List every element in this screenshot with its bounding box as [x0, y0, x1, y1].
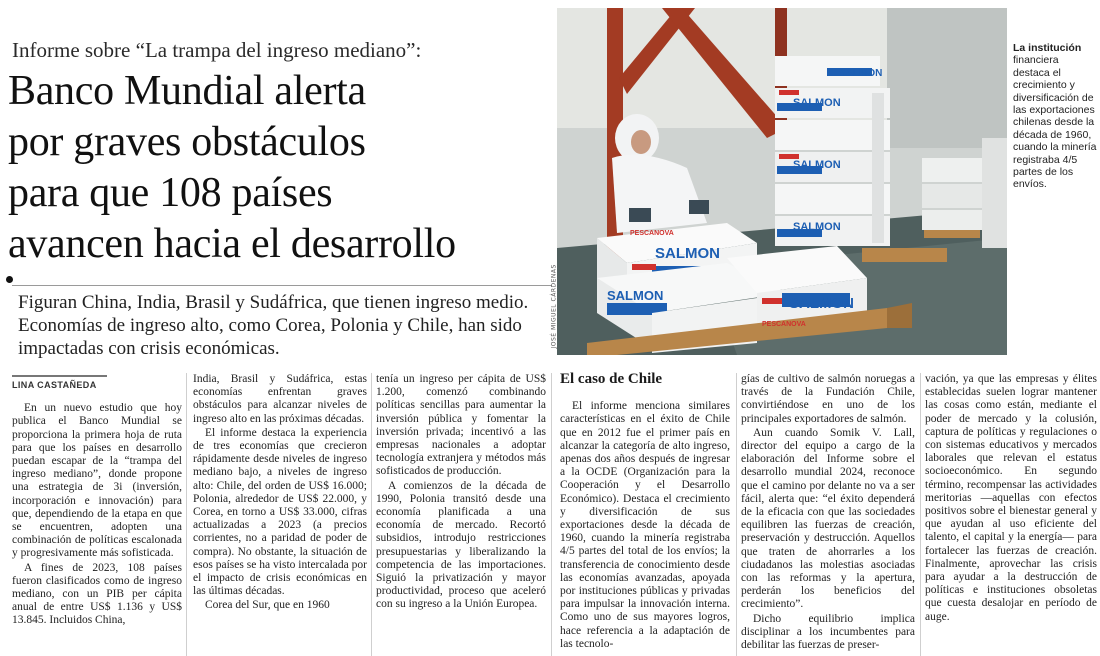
- article-column-2: [193, 373, 367, 614]
- paragraph: En un nuevo estudio que hoy publica el Banco Mundial se proporciona la primera hoja de ruta para que los países en desarrollo puedan escapar de la “trampa del ingreso mediano”, donde propone una estrategia de 3i (inversión, incorporación e innovación) para que, dependiendo de la etapa en que se encuentren, adopten una combinación de políticas escalonada y progresivamente más sofisticada.: [12, 402, 182, 560]
- paragraph: Aun cuando Somik V. Lall, director del equipo a cargo de la elaboración del Informe sobre el desarrollo mundial 2024, reconoce que el camino por delante no va a ser fácil, alerta que: “el éxito dependerá de la eficacia con que las sociedades equilibren las fuerzas de creación, preservación y destrucción. Aquellos que traten de ahorrarles a los ciudadanos las molestias asociadas con las reformas y la apertura, perderán los beneficios del crecimiento”.: [741, 426, 915, 611]
- article-column-5: [741, 373, 915, 653]
- paragraph: gías de cultivo de salmón noruegas a través de la Fundación Chile, convirtiéndose en uno de los principales exportadores de salmón.: [741, 373, 915, 425]
- photo-credit-text: JOSÉ MIGUEL CÁRDENAS: [550, 264, 558, 349]
- headline-line: por graves obstáculos: [8, 119, 366, 165]
- paragraph: vación, ya que las empresas y élites establecidas suelen lograr mantener las cosas como están, mediante el poder de mercado y la colusión, captura de políticas y regulaciones o con sistemas educativos y mercados laborales que relevan el estatus socioeconómico. En segundo término, recompensar las actividades meritorias —aquellas con efectos positivos sobre el bienestar general y que ayudan al uso eficiente del talento, el capital y la energía— para fortalecer las fuerzas de creación. Finalmente, aprovechar las crisis para ayudar a la destrucción de políticas e instituciones obsoletas que cuesta desalojar en período de auge.: [925, 373, 1097, 623]
- box-label: SALMON: [655, 245, 720, 262]
- article-column-3: [376, 373, 546, 613]
- headline-line: para que 108 países: [8, 170, 333, 216]
- paragraph: Corea del Sur, que en 1960: [205, 599, 330, 612]
- column-divider: [186, 373, 187, 656]
- box-label: SALMON: [793, 97, 841, 109]
- paragraph: El informe destaca la experiencia de tres economías que crecieron rápidamente desde niveles de ingreso mediano bajo, a niveles de ingreso alto: Chile, del orden de US$ 16.000; Polonia, alrededor de US$ 22.000, y Corea, en torno a US$ 33.000, cifras actualizadas a 2023 (a precios corrientes, no a paridad de poder de compra). No obstante, la situación de esos países se ha visto intercalada por el impacto de crisis económicas en las últimas décadas.: [193, 426, 367, 598]
- section-subhead: El caso de Chile: [560, 371, 663, 387]
- box-label: SALMON: [793, 159, 841, 171]
- column-divider: [371, 373, 372, 656]
- article-headline: [8, 66, 553, 270]
- box-label: SALMON: [793, 221, 841, 233]
- article-kicker: Informe sobre “La trampa del ingreso mediano”:: [12, 38, 422, 62]
- paragraph: El informe menciona similares características en el éxito de Chile que en 2012 fue el primer país en alcanzar la categoría de alto ingreso, apenas dos años después de ingresar a la OCDE (Organización para la Cooperación y el Desarrollo Económico). Destaca el crecimiento y diversificación de sus exportaciones desde la década de 1960, cuando la minería registraba 4/5 partes del total de los envíos; la transferencia de conocimiento desde las economías avanzadas, apoyada por instituciones públicas y privadas para impulsar la innovación interna. Como uno de sus mayores logros, hace referencia a la adaptación de las tecnolo-: [560, 400, 730, 650]
- paragraph: tenía un ingreso per cápita de US$ 1.200, comenzó combinando políticas sencillas para aumentar la inversión pública y fomentar la inversión privada; incentivó a las empresas nacionales a adoptar tecnología extranjera y métodos más sofisticados de producción.: [376, 373, 546, 478]
- headline-line: avancen hacia el desarrollo: [8, 221, 456, 267]
- byline: LINA CASTAÑEDA: [12, 375, 107, 392]
- caption-lead: La institución: [1013, 42, 1082, 54]
- box-label: SALMON: [839, 68, 883, 79]
- photo-credit: [547, 230, 559, 355]
- headline-line: Banco Mundial alerta: [8, 68, 366, 114]
- column-divider: [920, 373, 921, 656]
- column-divider: [736, 373, 737, 656]
- article-column-6: [925, 373, 1097, 625]
- paragraph: Dicho equilibrio implica disciplinar a los incumbentes para debilitar las fuerzas de preser-: [741, 612, 915, 652]
- paragraph: India, Brasil y Sudáfrica, estas economías enfrentan graves obstáculos para alcanzar niveles de ingreso alto en las próximas décadas.: [193, 373, 367, 425]
- box-brand-label: PESCANOVA: [762, 321, 806, 328]
- box-label: SALMON: [607, 288, 664, 303]
- deck-rule: [12, 285, 552, 286]
- box-label: SALMON: [789, 295, 854, 312]
- article-column-1: [12, 373, 182, 629]
- paragraph: A fines de 2023, 108 países fueron clasificados como de ingreso mediano, con un PIB per cápita anual de entre US$ 1.136 y US$ 13.845. Incluidos China,: [12, 561, 182, 627]
- paragraph: A comienzos de la década de 1990, Polonia transitó desde una economía planificada a una economía de mercado. Recortó subsidios, introdujo restricciones presupuestarias y liberalizando la competencia de las importaciones. Siguió la privatización y mayor productividad, proceso que aceleró con su ingreso a la Unión Europea.: [376, 479, 546, 611]
- salmon-warehouse-photo: [557, 8, 1007, 355]
- photo-illustration: [557, 8, 1007, 355]
- photo-caption: [1013, 42, 1098, 191]
- article-deck: Figuran China, India, Brasil y Sudáfrica, que tienen ingreso medio. Economías de ingreso alto, como Corea, Polonia y Chile, han sido impactadas con crisis económicas.: [18, 292, 529, 359]
- caption-text: financiera destaca el crecimiento y diversificación de las exportaciones chilenas desde la década de 1960, cuando la minería registraba 4/5 partes de los envíos.: [1013, 54, 1097, 191]
- column-divider: [551, 373, 552, 656]
- bullet-dot: [6, 276, 13, 283]
- article-column-4: [560, 373, 730, 652]
- box-brand-label: PESCANOVA: [630, 230, 674, 237]
